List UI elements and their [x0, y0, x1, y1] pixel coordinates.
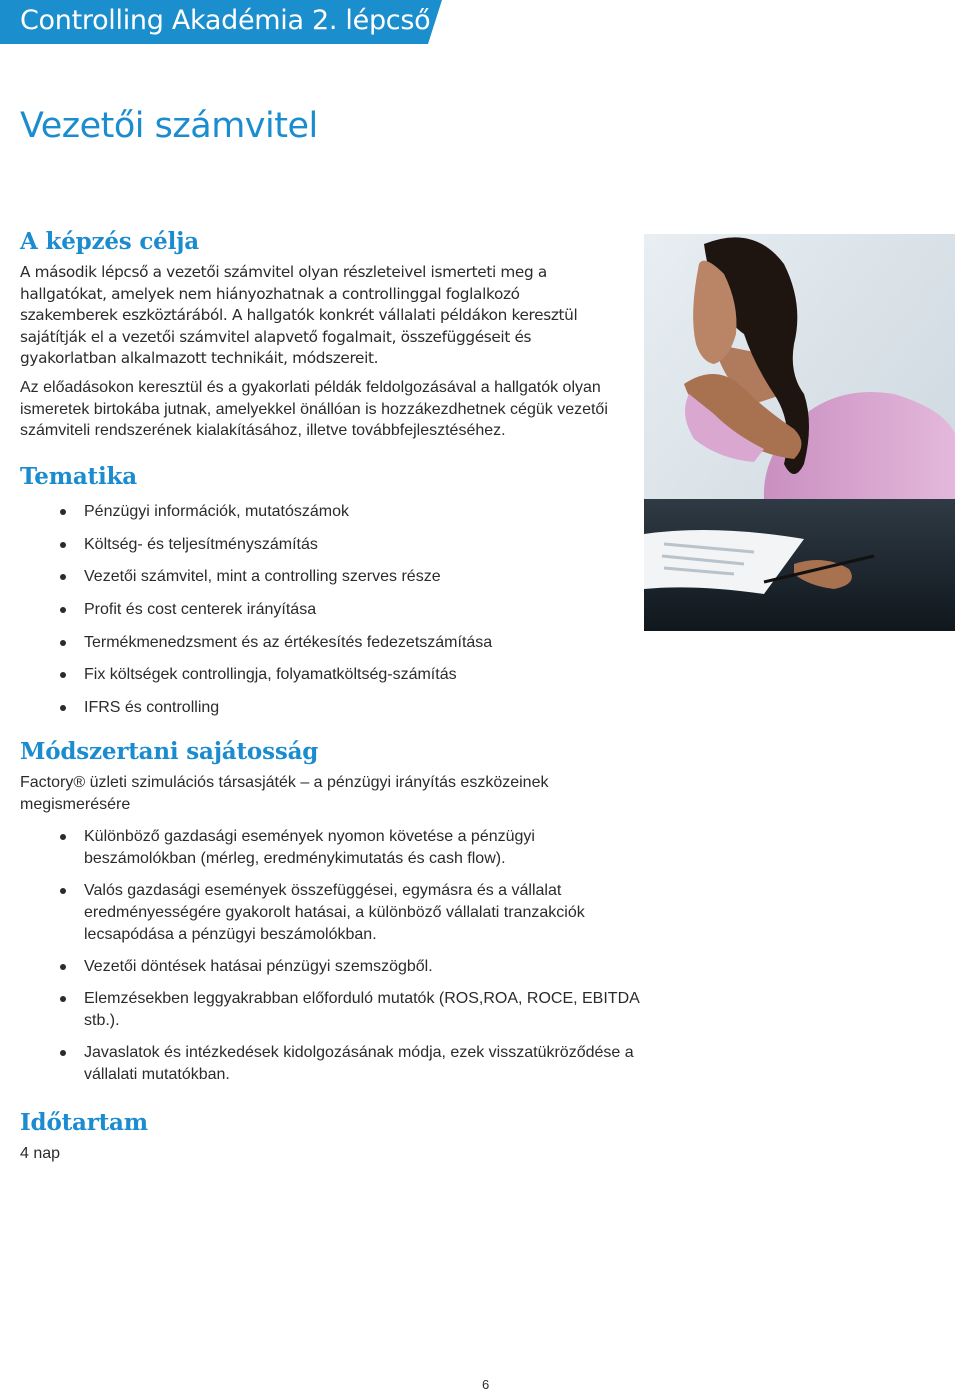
list-item: Pénzügyi információk, mutatószámok: [20, 501, 640, 534]
page-title: Vezetői számvitel: [20, 106, 318, 146]
bullet-icon: [60, 996, 66, 1002]
bullet-icon: [60, 542, 66, 548]
topics-list: [20, 501, 640, 730]
bullet-icon: [60, 640, 66, 646]
method-list: [20, 826, 640, 1096]
list-item: Termékmenedzsment és az értékesítés fedezetszámítása: [20, 632, 640, 665]
list-item: IFRS és controlling: [20, 697, 640, 730]
bullet-icon: [60, 672, 66, 678]
woman-at-desk-photo: [644, 234, 955, 631]
list-item: Profit és cost centerek irányítása: [20, 599, 640, 632]
duration-heading: Időtartam: [20, 1109, 148, 1136]
duration-value: 4 nap: [20, 1145, 61, 1162]
list-item: Fix költségek controllingja, folyamatköltség-számítás: [20, 664, 640, 697]
bullet-icon: [60, 834, 66, 840]
bullet-icon: [60, 574, 66, 580]
method-heading: Módszertani sajátosság: [20, 738, 319, 765]
page-number: 6: [482, 1377, 490, 1392]
list-item: Elemzésekben leggyakrabban előforduló mutatók (ROS,ROA, ROCE, EBITDA stb.).: [20, 988, 640, 1032]
list-item: Költség- és teljesítményszámítás: [20, 534, 640, 567]
list-item: Vezetői számvitel, mint a controlling szerves része: [20, 566, 640, 599]
bullet-icon: [60, 509, 66, 515]
bullet-icon: [60, 705, 66, 711]
bullet-icon: [60, 964, 66, 970]
method-intro: Factory® üzleti szimulációs társasjáték – a pénzügyi irányítás eszközeinek megismerésére: [20, 774, 549, 813]
list-item: Vezetői döntések hatásai pénzügyi szemszögből.: [20, 956, 640, 978]
goal-paragraph-1: A második lépcső a vezetői számvitel olyan részleteivel ismerteti meg a hallgatókat, amelyek nem hiányozhatnak a controllinggal foglalkozó szakemberek eszköztárából. A hallgatók konkrét vállalati példákon keresztül sajátítják el a vezetői számvitel alapvető fogalmait, összefüggéseit és gyakorlatban alkalmazott technikáit, módszereit.: [20, 263, 578, 368]
list-item: Különböző gazdasági események nyomon követése a pénzügyi beszámolókban (mérleg, eredménykimutatás és cash flow).: [20, 826, 640, 870]
list-item: Javaslatok és intézkedések kidolgozásának módja, ezek visszatükröződése a vállalati mutatókban.: [20, 1042, 640, 1086]
header-title: Controlling Akadémia 2. lépcső: [20, 5, 431, 36]
bullet-icon: [60, 888, 66, 894]
bullet-icon: [60, 1050, 66, 1056]
goal-paragraph-2: Az előadásokon keresztül és a gyakorlati példák feldolgozásával a hallgatók olyan ismeretek birtokába jutnak, amelyekkel önállóan is hozzákezdhetnek cégük vezetői számviteli rendszerének kialakításához, illetve továbbfejlesztéséhez.: [20, 379, 608, 440]
goal-heading: A képzés célja: [20, 228, 199, 255]
photo-illustration: [644, 234, 955, 631]
topics-heading: Tematika: [20, 463, 137, 490]
bullet-icon: [60, 607, 66, 613]
list-item: Valós gazdasági események összefüggései, egymásra és a vállalat eredményességére gyakorolt hatásai, a különböző vállalati tranzakciók lecsapódása a pénzügyi beszámolókban.: [20, 880, 640, 946]
